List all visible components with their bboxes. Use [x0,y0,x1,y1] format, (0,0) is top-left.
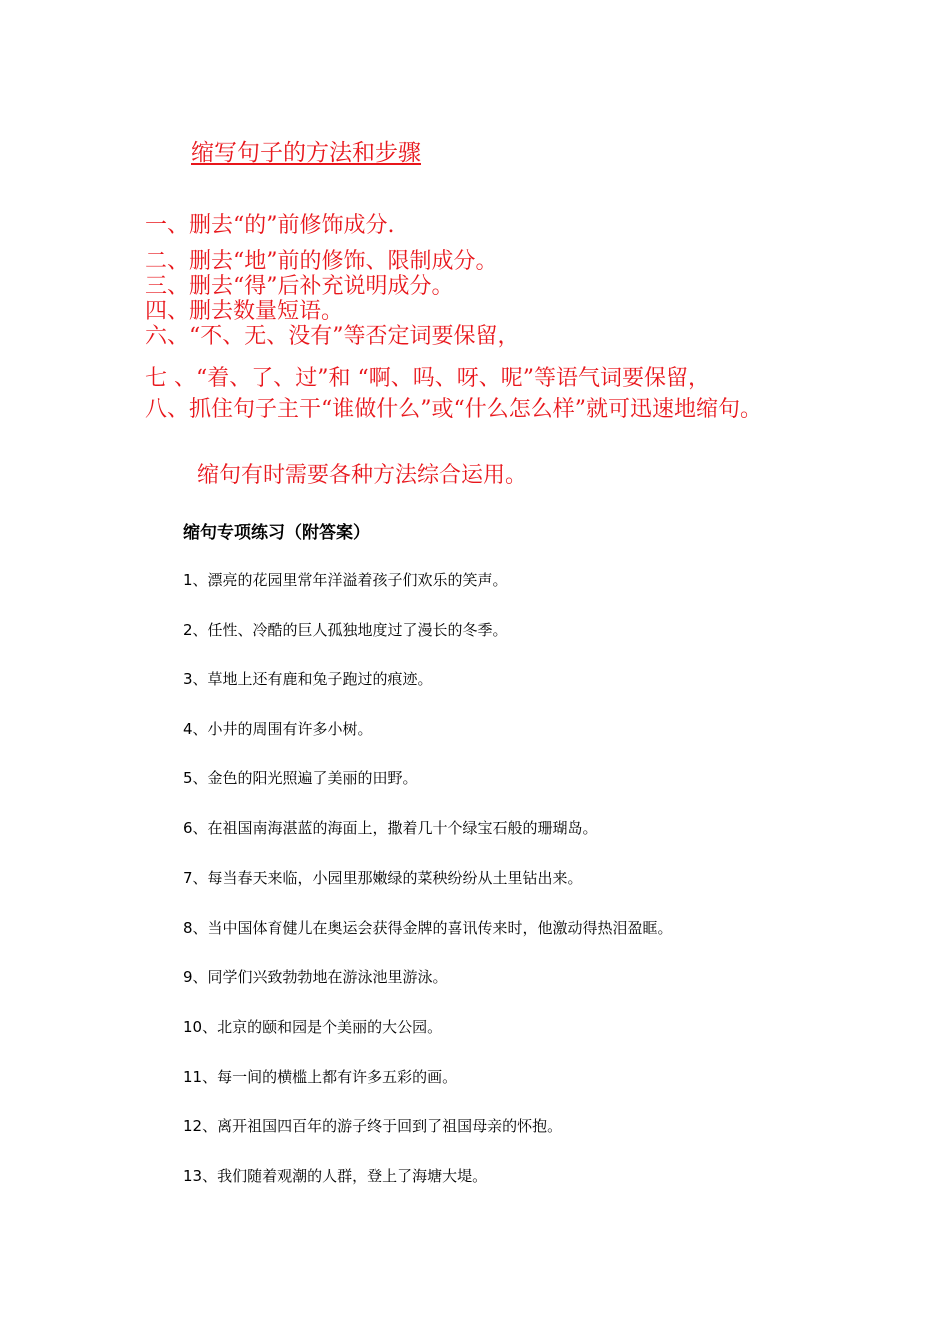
method-item-8: 八、抓住句子主干“谁做什么”或“什么怎么样”就可迅速地缩句。 [145,397,762,422]
page-title: 缩写句子的方法和步骤 [191,140,421,166]
exercise-text: 漂亮的花园里常年洋溢着孩子们欢乐的笑声。 [207,571,508,589]
summary-text: 缩句有时需要各种方法综合运用。 [197,463,528,488]
exercise-item [183,1115,562,1136]
exercise-number: 6、 [183,819,208,837]
exercise-item [183,1066,457,1087]
section-title: 缩句专项练习（附答案） [183,523,370,543]
method-item-3: 三、删去“得”后补充说明成分。 [145,274,454,299]
exercise-item [183,718,373,739]
method-item-7: 七 、“着、了、过”和 “啊、吗、呀、呢”等语气词要保留， [145,366,710,391]
exercise-text: 在祖国南海湛蓝的海面上，撒着几十个绿宝石般的珊瑚岛。 [207,819,598,837]
exercise-number: 7、 [183,869,208,887]
exercise-item [183,767,418,788]
method-item-2: 二、删去“地”前的修饰、限制成分。 [145,249,498,274]
exercise-text: 小井的周围有许多小树。 [207,720,373,738]
exercise-item [183,569,508,590]
exercise-text: 草地上还有鹿和兔子跑过的痕迹。 [207,670,433,688]
exercise-item [183,867,583,888]
exercise-number: 11、 [183,1068,218,1086]
exercise-number: 1、 [183,571,208,589]
exercise-item [183,1016,442,1037]
exercise-item [183,817,598,838]
exercise-text: 金色的阳光照遍了美丽的田野。 [207,769,418,787]
exercise-number: 13、 [183,1167,218,1185]
exercise-item [183,668,433,689]
exercise-text: 每一间的横槛上都有许多五彩的画。 [217,1068,458,1086]
exercise-text: 我们随着观潮的人群，登上了海塘大堤。 [217,1167,488,1185]
exercise-item [183,619,508,640]
method-item-4: 四、删去数量短语。 [145,299,344,324]
exercise-number: 10、 [183,1018,218,1036]
exercise-number: 12、 [183,1117,218,1135]
exercise-number: 8、 [183,919,208,937]
exercise-number: 4、 [183,720,208,738]
exercise-number: 2、 [183,621,208,639]
method-item-6: 六、“不、无、没有”等否定词要保留， [145,324,520,349]
exercise-text: 任性、冷酷的巨人孤独地度过了漫长的冬季。 [207,621,508,639]
method-item-1: 一、删去“的”前修饰成分. [145,213,395,238]
exercise-number: 3、 [183,670,208,688]
exercise-item [183,966,448,987]
exercise-text: 北京的颐和园是个美丽的大公园。 [217,1018,443,1036]
exercise-text: 离开祖国四百年的游子终于回到了祖国母亲的怀抱。 [217,1117,563,1135]
exercise-text: 当中国体育健儿在奥运会获得金牌的喜讯传来时，他激动得热泪盈眶。 [207,919,673,937]
exercise-text: 每当春天来临，小园里那嫩绿的菜秧纷纷从土里钻出来。 [207,869,583,887]
exercise-text: 同学们兴致勃勃地在游泳池里游泳。 [207,968,448,986]
exercise-item [183,917,673,938]
exercise-item [183,1165,487,1186]
exercise-number: 9、 [183,968,208,986]
exercise-number: 5、 [183,769,208,787]
